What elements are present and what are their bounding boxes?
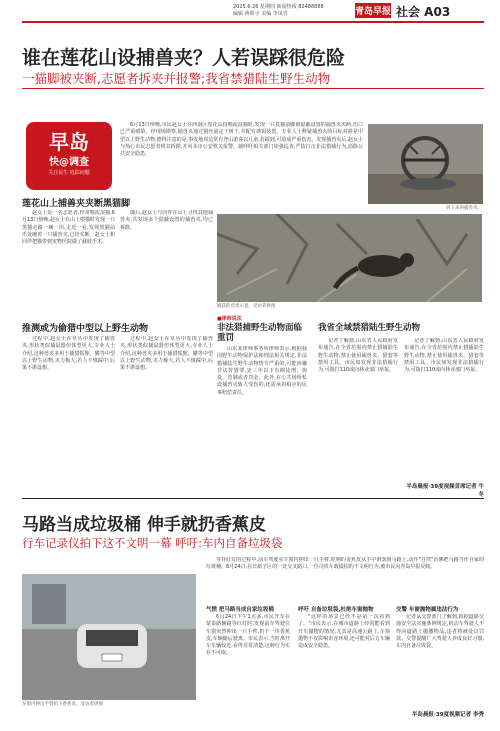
law-label: ■律师说法: [217, 316, 242, 322]
story2-author: 半岛晨报·39度视频记者 李秀: [411, 712, 484, 718]
section2-col-a: [22, 336, 115, 494]
trap-photo-caption: 拆下来的捕兽夹。: [446, 206, 482, 211]
editor-credit: 编辑 蒋昭宇: [233, 11, 260, 17]
story2-col3-title: 交警 车窗抛物属违法行为: [396, 607, 459, 613]
section2-text: 过程中,赵女士在草丛中发现了捕兽夹,形状类似捕鼠器但体型更大,专业人士介绍,这种兽夹多用于捕猎狐狸、獾等中型以上野生动物,夹力极大,若人不慎踩中,后果不堪设想。: [22, 336, 115, 372]
section4-col-a: [318, 338, 398, 488]
section3-col: [217, 346, 307, 494]
animal-illustration: [217, 214, 482, 302]
section4-col-b: [404, 338, 484, 478]
story2-subhead: 行车记录仪拍下这不文明一幕 呼吁:车内自备垃圾袋: [22, 536, 283, 550]
story2-col3: [396, 614, 484, 706]
story2-col1-title: 气愤 把马路当成自家垃圾桶: [206, 607, 274, 613]
top-rule: [22, 21, 484, 23]
masthead-meta: [233, 4, 353, 18]
story1-lead: [120, 122, 363, 208]
trap-illustration: [368, 124, 483, 204]
story2-col3-text: 记者从交警部门了解到,根据道路交通安全法实施条例规定,机动车驾驶人不得向道路上抛撒物品,违者将被处以罚款。交警提醒广大驾驶人养成良好习惯,车内自备垃圾袋。: [396, 614, 484, 650]
lead-text: 6月13日傍晚,市民赵女士在西南区莲花山投喂流浪猫时,发现一只莫猫前脚被隐蔽设置的捕兽夹夹断,伤口已严重感染。经现场勘察,捕兽夹通过钢丝固定于树干,并配有诱饵装置。专业人士释疑捕兽夹的目标对准是中型以上野生动物,德得注意的是,事发地周边常有登山游客以儿童,若踩到,可造成严重伤害。发现捕兽夹后,赵女士与热心市民志愿者将其拆除,并向本市公安机关报警。她呼吁相关部门加强巡查,严防打击非法猎捕行为,消除公共安全隐患。: [120, 122, 363, 158]
section1-col-b: [120, 210, 213, 314]
section4-text: 记者了解到,山东省人民政府发布通告,在全省范围内禁止猎捕陆生野生动物,禁止使用捕兽夹、猎套等禁用工具。市民如发现非法猎捕行为,可拨打110或向林业部门举报。: [318, 338, 398, 374]
newspaper-logo: 青岛早报: [355, 3, 391, 18]
section3-title: 非法猎捕野生动物面临重罚: [217, 323, 303, 343]
story1-subhead: 一猫脚被夹断,志愿者拆夹并报警;我省禁猎陆生野生动物: [22, 71, 331, 86]
section1-col-a: [22, 210, 115, 314]
weekday: 星期四: [260, 4, 276, 10]
badge-mark: 早岛: [49, 130, 89, 154]
investigation-badge: [26, 122, 112, 190]
car-photo: [22, 574, 196, 700]
story2-headline: 马路当成垃圾桶 伸手就扔香蕉皮: [22, 515, 266, 535]
car-illustration: [22, 574, 196, 700]
story2-col1: [206, 614, 290, 714]
badge-name: 快@调查: [49, 157, 89, 168]
hotline: 新闻热线 82488888: [276, 4, 324, 10]
designer-credit: 美编 李凤青: [261, 11, 288, 17]
section4-title: 我省全域禁猎陆生野生动物: [318, 323, 421, 333]
badge-tag: 关注民生 追踪问题: [48, 170, 90, 176]
issue-date: 2025.6.26: [233, 4, 259, 10]
section1-text: 赵女士是一名志愿者,经常喂流浪猫,6月13日傍晚,赵女士在山上喂猫时发现一只黑猫走路一瘸一拐,走近一看,发现黑猫前爪处缠着一只捕兽夹,已经夹断。赵女士和同伴把猫带到宠物医院做了截肢手术。: [22, 210, 115, 246]
car-photo-caption: 车窗内伸出手臂扔下香蕉皮。受访者供图: [22, 702, 103, 707]
section4-text-cont: 记者了解到,山东省人民政府发布通告,在全省范围内禁止猎捕陆生野生动物,禁止使用捕兽夹、猎套等禁用工具。市民如发现非法猎捕行为,可拨打110或向林业部门举报。: [404, 338, 484, 374]
story-divider: [22, 498, 484, 499]
animal-photo-caption: 捕获的兽类示意。受访者供图: [217, 304, 276, 309]
story2-lead-text: 等待红灯的过程中,前车驾驶室车窗内伸出一只手臂,吃剩的香蕉皮从手中滑落到马路上,动作"自然"仿佛把马路当作自家的垃圾桶。6月24日,在日新子区的一处交叉路口,一位司机车载镜拍的不文明行为,被市民向青岛早报反映。: [206, 557, 484, 571]
section2-title: 推测或为偷猎中型以上野生动物: [22, 324, 149, 334]
section2-text-cont: 过程中,赵女士在草丛中发现了捕兽夹,形状类似捕鼠器但体型更大,专业人士介绍,这种兽夹多用于捕猎狐狸、獾等中型以上野生动物,夹力极大,若人不慎踩中,后果不堪设想。: [120, 336, 213, 372]
subhead-rule: [22, 88, 484, 89]
story2-col2-title: 呼吁 自备垃圾袋,杜绝车窗抛物: [298, 607, 374, 613]
section1-text2: 随后,赵女士与同伴在山上寻找其他捕兽夹,共发现多个隐蔽设置的捕兽夹,均已拆除。: [120, 210, 213, 231]
story1-author: 半岛晨报·39度视频首席记者 牛冬: [406, 484, 484, 498]
story2-col1-text: 6月24日下午1点多,市民开车在蒙泰路辅路等红灯时,发现前车驾驶位车窗突然伸出一只手臂,扔下一块香蕉皮,车辆随后驶离。市民表示,当时离开车车辆较近,看得非常清楚,这种行为实在不可取。: [206, 614, 290, 657]
story1-headline: 谁在莲花山设捕兽夹？人若误踩很危险: [22, 47, 346, 69]
section3-text: 山东某律师事务所律师表示,根据我国野生动物保护法和刑法相关规定,非法猎捕陆生野生动物情节严重的,可能涉嫌非法狩猎罪,处三年以下有期徒刑、拘役、管制或者罚金。此外,在公共场所私设捕兽夹致人受伤的,还需承担相应的民事赔偿责任。: [217, 346, 307, 396]
story2-col2: [298, 614, 390, 714]
trap-photo: [368, 124, 483, 204]
section1-title: 莲花山上捕兽夹夹断黑猫脚: [22, 199, 131, 209]
story2-col2-text: "这样的场景已经不是第一次看到了。"市民表示,在城市道路上经常能看到开车抛物的情况,尤其是高速公路上,车窗抛物不仅影响市容环境,还可能对后方车辆造成安全隐患。: [298, 614, 390, 650]
section-label: 社会 A03: [396, 5, 451, 19]
section2-col-b: [120, 336, 213, 494]
animal-photo: [217, 214, 482, 302]
story2-lead: [206, 557, 484, 601]
